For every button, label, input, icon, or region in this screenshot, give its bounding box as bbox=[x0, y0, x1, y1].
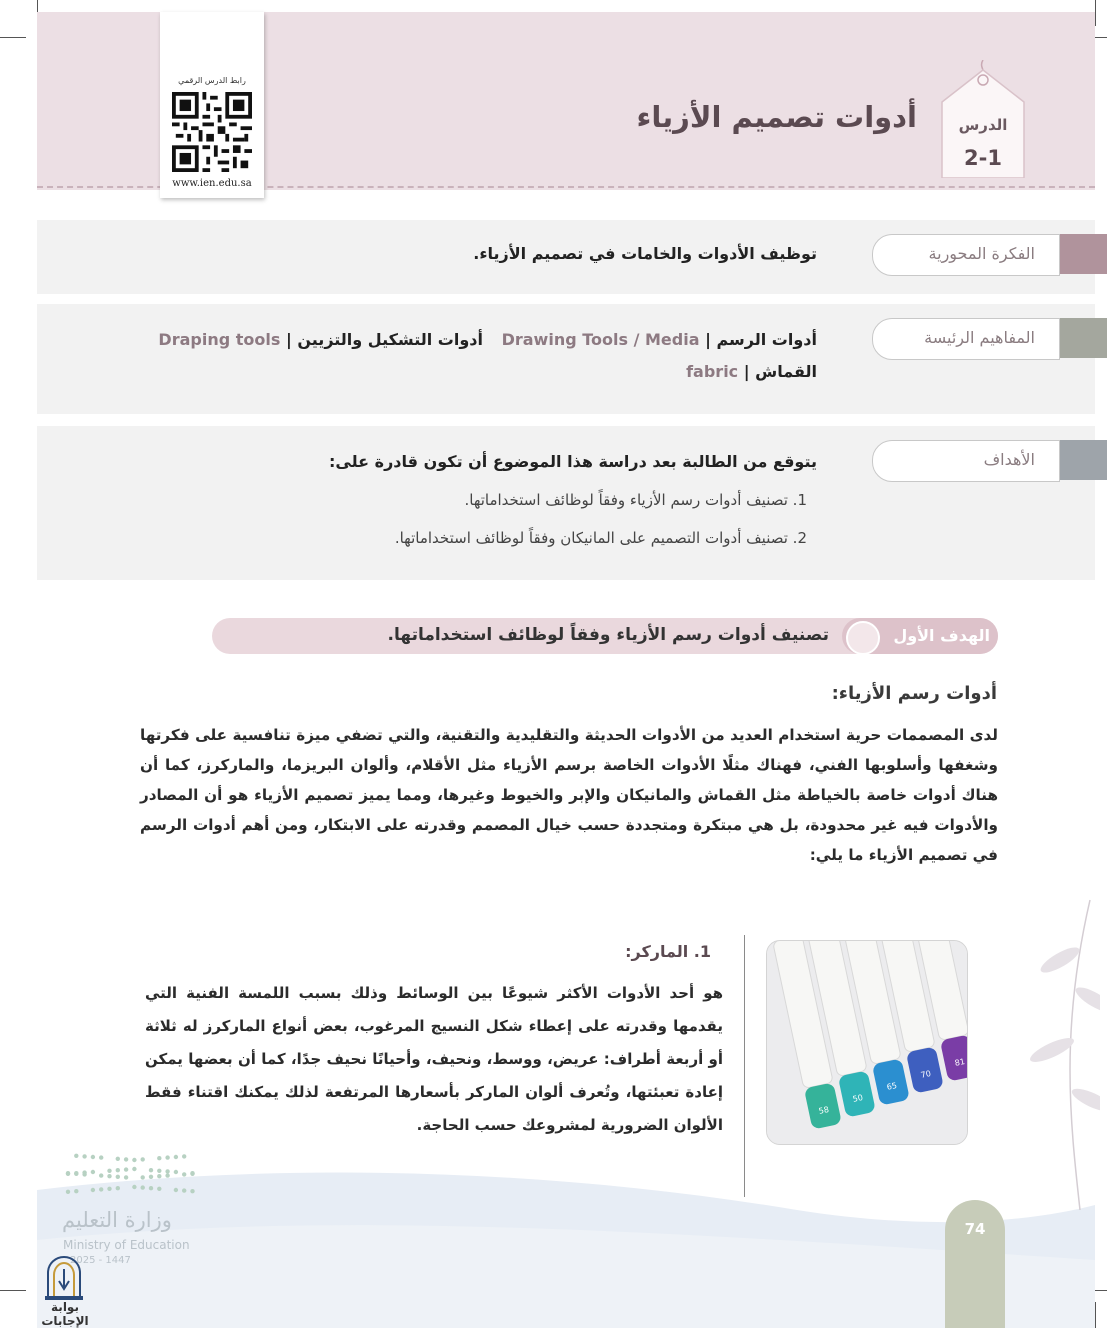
logo-dot bbox=[99, 1173, 103, 1177]
logo-dot bbox=[91, 1188, 95, 1192]
central-idea-text: توظيف الأدوات والخامات في تصميم الأزياء. bbox=[473, 244, 817, 263]
marker-heading: 1. الماركر: bbox=[625, 942, 711, 961]
concept-en: fabric bbox=[686, 362, 739, 381]
logo-dot bbox=[124, 1167, 128, 1171]
lesson-number: 2-1 bbox=[964, 146, 1002, 170]
logo-dot bbox=[141, 1185, 145, 1189]
ministry-name-english: Ministry of Education bbox=[63, 1238, 190, 1252]
concept-draping-tools bbox=[158, 330, 483, 349]
page-number: 74 bbox=[964, 1220, 986, 1238]
portal-name[interactable]: بوابة الإجابات bbox=[41, 1300, 89, 1328]
logo-dot bbox=[149, 1175, 153, 1179]
logo-dot bbox=[174, 1188, 178, 1192]
marker-cap-label: 65 bbox=[885, 1080, 898, 1092]
logo-dot bbox=[149, 1186, 153, 1190]
crop-mark bbox=[1095, 1302, 1096, 1328]
qr-card[interactable] bbox=[160, 12, 264, 198]
logo-dot bbox=[66, 1190, 70, 1194]
marker-cap-label: 58 bbox=[817, 1104, 830, 1116]
concept-separator: | bbox=[285, 330, 292, 349]
logo-dot bbox=[141, 1175, 145, 1179]
concept-en: Drawing Tools / Media bbox=[501, 330, 700, 349]
markers-photo bbox=[766, 940, 968, 1145]
ministry-logo-dots-icon bbox=[64, 1152, 200, 1196]
marker-cap-label: 50 bbox=[851, 1092, 864, 1104]
concept-en: Draping tools bbox=[158, 330, 281, 349]
marker-paragraph: هو أحد الأدوات الأكثر شيوعًا بين الوسائط وذلك بسبب اللمسة الفنية التي يقدمها وقدرته على إعطاء شكل النسيج المرغوب، بعض أنواع الماركرز له ثلاثة أو أربعة أطراف: عريض، ووسط، ونحيف، وأحيانًا نحيف جدًا، كما أن بعضها يمكن إعادة تعبئتها، وتُعرف ألوان الماركر بأسعارها المرتفعة لذلك يمكنك اقتناء فقط الألوان الضرورية لمشروعك حسب الحاجة. bbox=[145, 984, 723, 1134]
ministry-name-arabic: وزارة التعليم bbox=[62, 1208, 172, 1232]
logo-dot bbox=[182, 1188, 186, 1192]
objectives-box bbox=[37, 426, 1095, 580]
goal-label: الهدف الأول bbox=[893, 626, 990, 645]
crop-mark bbox=[1095, 0, 1096, 26]
logo-dot bbox=[157, 1187, 161, 1191]
objectives-bar bbox=[1058, 440, 1107, 480]
qr-code-icon[interactable] bbox=[172, 92, 252, 172]
objective-item: 2. تصنيف أدوات التصميم على المانيكان وفقاً لوظائف استخداماتها. bbox=[394, 529, 807, 547]
qr-caption: رابط الدرس الرقمي bbox=[178, 76, 246, 85]
logo-dot bbox=[132, 1185, 136, 1189]
logo-dot bbox=[91, 1155, 95, 1159]
logo-dot bbox=[157, 1174, 161, 1178]
logo-dot bbox=[116, 1157, 120, 1161]
logo-dot bbox=[124, 1175, 128, 1179]
logo-dot bbox=[116, 1186, 120, 1190]
leaf-decoration-icon bbox=[1000, 880, 1100, 1210]
logo-dot bbox=[174, 1155, 178, 1159]
crop-mark bbox=[0, 1290, 26, 1291]
logo-dot bbox=[165, 1173, 169, 1177]
key-concepts-pill bbox=[872, 318, 1060, 360]
logo-dot bbox=[116, 1175, 120, 1179]
logo-dot bbox=[132, 1167, 136, 1171]
logo-dot bbox=[190, 1172, 194, 1176]
logo-dot bbox=[99, 1187, 103, 1191]
logo-dot bbox=[141, 1157, 145, 1161]
logo-dot bbox=[132, 1158, 136, 1162]
qr-url[interactable]: www.ien.edu.sa bbox=[172, 178, 252, 189]
logo-dot bbox=[107, 1187, 111, 1191]
logo-dot bbox=[149, 1168, 153, 1172]
concept-ar: أدوات التشكيل والتزيين bbox=[297, 330, 483, 349]
logo-dot bbox=[74, 1172, 78, 1176]
marker-cap-label: 81 bbox=[953, 1056, 966, 1068]
ministry-years: 2025 - 1447 bbox=[70, 1255, 131, 1266]
portal-logo-icon[interactable] bbox=[42, 1255, 86, 1301]
logo-dot bbox=[74, 1154, 78, 1158]
logo-dot bbox=[82, 1172, 86, 1176]
goal-text: تصنيف أدوات رسم الأزياء وفقاً لوظائف استخداماتها. bbox=[387, 625, 829, 645]
logo-dot bbox=[124, 1157, 128, 1161]
logo-dot bbox=[107, 1169, 111, 1173]
key-concepts-label: المفاهيم الرئيسة bbox=[924, 328, 1035, 347]
logo-dot bbox=[182, 1154, 186, 1158]
concept-ar: أدوات الرسم bbox=[716, 330, 817, 349]
objective-item: 1. تصنيف أدوات رسم الأزياء وفقاً لوظائف استخداماتها. bbox=[464, 491, 807, 509]
objectives-pill bbox=[872, 440, 1060, 482]
lesson-title: أدوات تصميم الأزياء bbox=[636, 100, 917, 134]
logo-dot bbox=[99, 1155, 103, 1159]
objectives-intro: يتوقع من الطالبة بعد دراسة هذا الموضوع أن تكون قادرة على: bbox=[329, 452, 817, 471]
central-idea-box bbox=[37, 220, 1095, 294]
logo-dot bbox=[182, 1172, 186, 1176]
goal-target-icon bbox=[846, 621, 880, 655]
objectives-label: الأهداف bbox=[983, 450, 1035, 469]
concept-separator: | bbox=[705, 330, 711, 349]
concept-ar: القماش bbox=[755, 362, 817, 381]
section-heading: أدوات رسم الأزياء: bbox=[831, 683, 997, 704]
logo-dot bbox=[165, 1155, 169, 1159]
central-idea-bar bbox=[1058, 234, 1107, 274]
crop-mark bbox=[0, 37, 26, 38]
logo-dot bbox=[82, 1154, 86, 1158]
central-idea-label: الفكرة المحورية bbox=[928, 244, 1035, 263]
lesson-label: الدرس bbox=[958, 116, 1008, 134]
central-idea-pill bbox=[872, 234, 1060, 276]
section-paragraph: لدى المصممات حرية استخدام العديد من الأدوات الحديثة والتقليدية والتقنية، والتي تضفي ميزة تنافسية على فكرتها وشغفها وأسلوبها الفني، فهناك مثلًا الأدوات الخاصة برسم الأزياء مثل الأقلام، وألوان البريزما، والماركرز، كما أن هناك أدوات خاصة بالخياطة مثل القماش والمانيكان والإبر والخيوط وغيرها، ومما يميز تصميم الأزياء هو أن المصادر والأدوات فيه غير محدودة، بل هي مبتكرة ومتجددة حسب خيال المصمم وقدرته على الابتكار، ومن أهم أدوات الرسم في تصميم الأزياء ما يلي: bbox=[140, 726, 998, 864]
logo-dot bbox=[107, 1174, 111, 1178]
logo-dot bbox=[116, 1168, 120, 1172]
concept-drawing-tools bbox=[502, 330, 817, 349]
key-concepts-bar bbox=[1058, 318, 1107, 358]
concept-fabric bbox=[686, 362, 817, 381]
marker-cap-label: 70 bbox=[919, 1068, 932, 1080]
logo-dot bbox=[157, 1169, 161, 1173]
markers-image bbox=[767, 941, 967, 1144]
key-concepts-box bbox=[37, 304, 1095, 414]
logo-dot bbox=[165, 1169, 169, 1173]
logo-dot bbox=[74, 1189, 78, 1193]
logo-dot bbox=[174, 1170, 178, 1174]
logo-dot bbox=[190, 1189, 194, 1193]
logo-dot bbox=[66, 1171, 70, 1175]
logo-dot bbox=[157, 1156, 161, 1160]
concept-separator: | bbox=[743, 362, 750, 381]
logo-dot bbox=[91, 1170, 95, 1174]
